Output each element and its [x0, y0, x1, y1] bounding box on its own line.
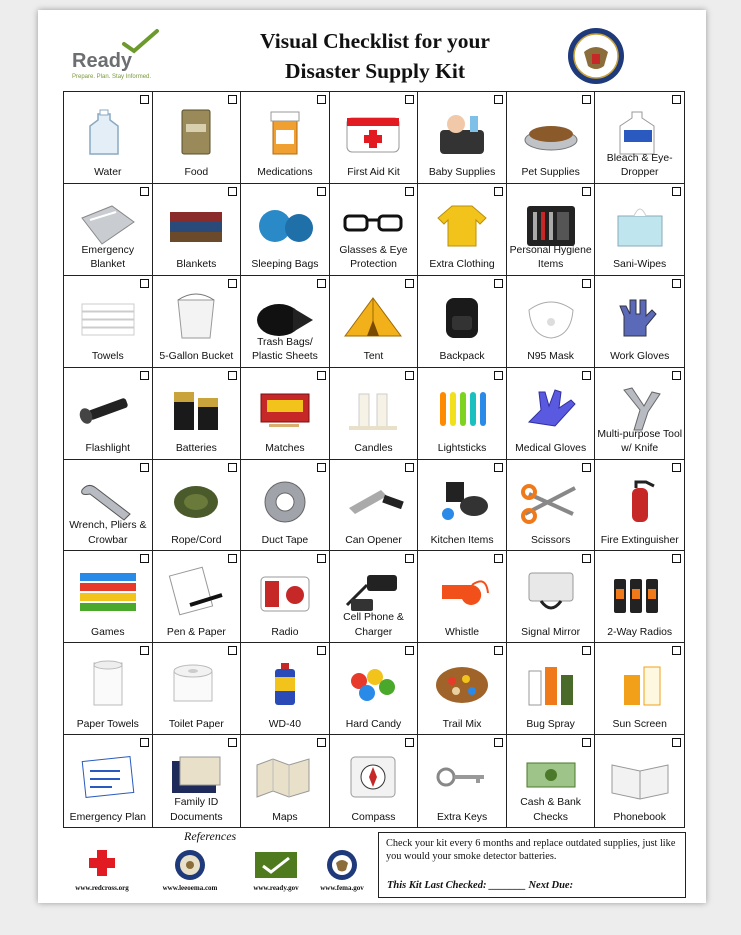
- checklist-item-water: [64, 92, 153, 184]
- item-label: Extra Keys: [436, 811, 488, 823]
- flashlight-icon: [72, 382, 144, 434]
- reference-fema: [302, 848, 382, 896]
- item-label: Maps: [272, 811, 298, 823]
- candles-icon: [337, 382, 409, 434]
- item-label: Trail Mix: [442, 718, 482, 730]
- checklist-item-duct-tape: [241, 460, 330, 552]
- checklist-item-sleeping-bags: [241, 184, 330, 276]
- checklist-item-extra-clothing: [418, 184, 507, 276]
- note-text: Check your kit every 6 months and replace outdated supplies, just like you would your smoke detector batteries.: [386, 838, 676, 862]
- bleach-bottle-icon: [604, 106, 676, 158]
- item-label: Matches: [265, 443, 305, 454]
- checkbox[interactable]: [405, 554, 414, 563]
- water-jug-icon: [72, 106, 144, 158]
- item-label: Food: [184, 167, 209, 179]
- checkbox[interactable]: [582, 463, 591, 472]
- checklist-item-candles: [330, 368, 419, 460]
- checkbox[interactable]: [228, 279, 237, 288]
- item-label: Backpack: [439, 351, 485, 363]
- medical-glove-icon: [515, 382, 587, 434]
- item-label: Phonebook: [613, 811, 666, 823]
- checklist-item-pen-paper: [153, 551, 242, 643]
- checkbox[interactable]: [494, 95, 503, 104]
- paper-towels-icon: [72, 657, 144, 709]
- checkbox[interactable]: [228, 371, 237, 380]
- checkbox[interactable]: [140, 738, 149, 747]
- item-label: 5-Gallon Bucket: [159, 351, 234, 363]
- item-label: Scissors: [531, 534, 571, 546]
- checklist-item-medical-gloves: [507, 368, 596, 460]
- pill-bottle-icon: [249, 106, 321, 158]
- checklist-item-batteries: [153, 368, 242, 460]
- scissors-icon: [515, 474, 587, 526]
- checkbox[interactable]: [405, 95, 414, 104]
- keys-icon: [426, 749, 498, 801]
- checkbox[interactable]: [140, 279, 149, 288]
- backpack-icon: [426, 290, 498, 342]
- blankets-icon: [160, 198, 232, 250]
- checkbox[interactable]: [672, 279, 681, 288]
- checkbox[interactable]: [672, 371, 681, 380]
- item-label: Compass: [351, 811, 396, 823]
- wipes-icon: [604, 198, 676, 250]
- checkbox[interactable]: [140, 371, 149, 380]
- sleeping-bag-icon: [249, 198, 321, 250]
- checkbox[interactable]: [317, 371, 326, 380]
- item-label: Whistle: [445, 626, 480, 638]
- checkbox[interactable]: [317, 554, 326, 563]
- checkbox[interactable]: [228, 646, 237, 655]
- checkbox[interactable]: [494, 738, 503, 747]
- item-label: Can Opener: [345, 534, 402, 546]
- checklist-item-5-gallon-bucket: [153, 276, 242, 368]
- map-icon: [249, 749, 321, 801]
- reference-url: www.fema.gov: [320, 884, 364, 892]
- checkbox[interactable]: [228, 463, 237, 472]
- title-line-1: Visual Checklist for your: [260, 29, 490, 53]
- checklist-item-baby-supplies: [418, 92, 507, 184]
- checklist-item-towels: [64, 276, 153, 368]
- county-seal-icon: [172, 848, 208, 882]
- red-cross-logo-icon: [82, 848, 122, 882]
- games-icon: [72, 565, 144, 617]
- emergency-plan-icon: [72, 749, 144, 801]
- reference-url: www.leeoema.com: [162, 884, 218, 892]
- checklist-item-whistle: [418, 551, 507, 643]
- checklist-item-cell-phone-charger: [330, 551, 419, 643]
- item-label: Pet Supplies: [521, 167, 580, 179]
- reference-redcross: [62, 848, 142, 896]
- checklist-item-bleach-eye-dropper: [595, 92, 684, 184]
- cash-icon: [515, 749, 587, 801]
- checklist-item-sun-screen: [595, 643, 684, 735]
- item-label: Bleach & Eye-Dropper: [606, 152, 673, 179]
- kit-check-note: [378, 832, 686, 898]
- item-label: Duct Tape: [261, 534, 309, 546]
- batteries-icon: [160, 382, 232, 434]
- fema-seal-icon: [566, 26, 626, 86]
- checkbox[interactable]: [582, 738, 591, 747]
- checkbox[interactable]: [494, 646, 503, 655]
- checkbox[interactable]: [317, 95, 326, 104]
- baby-supplies-icon: [426, 106, 498, 158]
- references-title: References: [184, 829, 237, 843]
- checkbox[interactable]: [405, 463, 414, 472]
- checklist-item-matches: [241, 368, 330, 460]
- checkbox[interactable]: [140, 554, 149, 563]
- item-label: Emergency Blanket: [81, 244, 135, 271]
- item-label: Extra Clothing: [429, 259, 495, 271]
- item-label: Toilet Paper: [168, 718, 224, 730]
- matches-icon: [249, 382, 321, 434]
- item-label: Pen & Paper: [166, 626, 226, 638]
- item-label: Bug Spray: [526, 718, 575, 730]
- wrench-icon: [72, 474, 144, 526]
- item-label: Tent: [363, 351, 384, 363]
- id-documents-icon: [160, 749, 232, 801]
- radio-icon: [249, 565, 321, 617]
- item-label: First Aid Kit: [347, 167, 400, 179]
- checkbox[interactable]: [672, 738, 681, 747]
- checklist-item-lightsticks: [418, 368, 507, 460]
- item-label: WD-40: [268, 718, 302, 730]
- trash-bag-icon: [249, 290, 321, 342]
- ready-logo-tagline: Prepare. Plan. Stay Informed.: [72, 74, 152, 80]
- reference-url: www.redcross.org: [75, 884, 129, 892]
- checklist-item-pet-supplies: [507, 92, 596, 184]
- walkie-talkie-icon: [604, 565, 676, 617]
- item-label: N95 Mask: [527, 351, 575, 363]
- item-label: Emergency Plan: [69, 811, 146, 823]
- checklist-item-work-gloves: [595, 276, 684, 368]
- food-pouch-icon: [160, 106, 232, 158]
- item-label: Radio: [271, 626, 299, 638]
- checklist-item-first-aid-kit: [330, 92, 419, 184]
- item-label: Towels: [91, 351, 124, 363]
- item-label: Candles: [354, 443, 393, 454]
- last-checked-line: This Kit Last Checked: _______ Next Due:: [387, 880, 574, 891]
- item-label: Sani-Wipes: [613, 259, 667, 271]
- item-label: Sun Screen: [612, 718, 667, 730]
- item-label: Baby Supplies: [428, 167, 496, 179]
- compass-icon: [337, 749, 409, 801]
- checkbox[interactable]: [672, 463, 681, 472]
- item-label: Glasses & Eye Protection: [339, 244, 408, 271]
- item-label: Medications: [257, 167, 313, 179]
- checklist-item-cash-bank-checks: [507, 735, 596, 827]
- checklist-item-glasses-eye-protection: [330, 184, 419, 276]
- raincoat-icon: [426, 198, 498, 250]
- item-label: Cell Phone & Charger: [343, 612, 404, 638]
- checkbox[interactable]: [317, 646, 326, 655]
- checklist-item-scissors: [507, 460, 596, 552]
- checkbox[interactable]: [405, 187, 414, 196]
- phonebook-icon: [604, 749, 676, 801]
- ready-logo-icon: [251, 848, 301, 882]
- item-label: Games: [91, 626, 125, 638]
- pet-food-bowl-icon: [515, 106, 587, 158]
- item-label: Paper Towels: [76, 718, 139, 730]
- checkbox[interactable]: [494, 279, 503, 288]
- checklist-item-emergency-blanket: [64, 184, 153, 276]
- checkbox[interactable]: [140, 95, 149, 104]
- ready-logo-word: Ready: [72, 50, 133, 72]
- checklist-item-paper-towels: [64, 643, 153, 735]
- bug-spray-icon: [515, 657, 587, 709]
- checklist-item-kitchen-items: [418, 460, 507, 552]
- checklist-item-can-opener: [330, 460, 419, 552]
- item-label: Fire Extinguisher: [600, 534, 679, 546]
- checkbox[interactable]: [494, 371, 503, 380]
- checkbox[interactable]: [317, 279, 326, 288]
- checklist-item-medications: [241, 92, 330, 184]
- checkbox[interactable]: [228, 554, 237, 563]
- checkbox[interactable]: [140, 187, 149, 196]
- checklist-item-fire-extinguisher: [595, 460, 684, 552]
- page-title: [210, 26, 540, 86]
- checklist-item-signal-mirror: [507, 551, 596, 643]
- work-gloves-icon: [604, 290, 676, 342]
- checklist-item-maps: [241, 735, 330, 827]
- item-label: Flashlight: [85, 443, 131, 454]
- item-label: Lightsticks: [437, 443, 487, 454]
- checkbox[interactable]: [582, 187, 591, 196]
- item-label: Medical Gloves: [515, 443, 587, 454]
- checkbox[interactable]: [672, 95, 681, 104]
- checklist-item-trail-mix: [418, 643, 507, 735]
- reference-leeoema: [150, 848, 230, 896]
- item-label: Cash & Bank Checks: [520, 797, 581, 823]
- checkbox[interactable]: [582, 554, 591, 563]
- fire-extinguisher-icon: [604, 474, 676, 526]
- item-label: 2-Way Radios: [607, 626, 673, 638]
- item-label: Trash Bags/ Plastic Sheets: [252, 336, 318, 363]
- trail-mix-icon: [426, 657, 498, 709]
- checklist-item-backpack: [418, 276, 507, 368]
- ready-logo: [70, 28, 200, 86]
- item-label: Multi-purpose Tool w/ Knife: [597, 428, 683, 454]
- kitchen-items-icon: [426, 474, 498, 526]
- toilet-paper-icon: [160, 657, 232, 709]
- checklist-item-flashlight: [64, 368, 153, 460]
- signal-mirror-icon: [515, 565, 587, 617]
- item-label: Personal Hygiene Items: [509, 244, 592, 271]
- hygiene-kit-icon: [515, 198, 587, 250]
- checkbox[interactable]: [672, 646, 681, 655]
- lightsticks-icon: [426, 382, 498, 434]
- supply-checklist-grid: [63, 91, 685, 828]
- item-label: Sleeping Bags: [251, 259, 319, 271]
- tent-icon: [337, 290, 409, 342]
- cell-phone-icon: [337, 565, 409, 617]
- checkbox[interactable]: [582, 646, 591, 655]
- item-label: Blankets: [176, 259, 217, 271]
- checkbox[interactable]: [405, 738, 414, 747]
- checklist-item-bug-spray: [507, 643, 596, 735]
- rope-icon: [160, 474, 232, 526]
- whistle-icon: [426, 565, 498, 617]
- title-line-2: Disaster Supply Kit: [285, 59, 465, 83]
- checklist-item-trash-bags-plastic-sheets: [241, 276, 330, 368]
- checkbox[interactable]: [228, 187, 237, 196]
- checkbox[interactable]: [140, 463, 149, 472]
- checklist-item-wd-40: [241, 643, 330, 735]
- mask-icon: [515, 290, 587, 342]
- first-aid-kit-icon: [337, 106, 409, 158]
- checkbox[interactable]: [317, 187, 326, 196]
- checklist-item-toilet-paper: [153, 643, 242, 735]
- checkbox[interactable]: [582, 95, 591, 104]
- checklist-item-personal-hygiene-items: [507, 184, 596, 276]
- checkbox[interactable]: [405, 279, 414, 288]
- item-label: Wrench, Pliers & Crowbar: [69, 520, 147, 546]
- item-label: Family ID Documents: [170, 797, 223, 823]
- item-label: Hard Candy: [345, 718, 402, 730]
- pen-paper-icon: [160, 565, 232, 617]
- glasses-icon: [337, 198, 409, 250]
- item-label: Rope/Cord: [171, 534, 222, 546]
- bucket-icon: [160, 290, 232, 342]
- item-label: Signal Mirror: [521, 626, 581, 638]
- item-label: Water: [94, 167, 122, 179]
- checkbox[interactable]: [582, 279, 591, 288]
- checkbox[interactable]: [672, 554, 681, 563]
- checkbox[interactable]: [582, 371, 591, 380]
- duct-tape-icon: [249, 474, 321, 526]
- checkbox[interactable]: [405, 371, 414, 380]
- checklist-item-food: [153, 92, 242, 184]
- checklist-item-family-id-documents: [153, 735, 242, 827]
- sunscreen-icon: [604, 657, 676, 709]
- checkbox[interactable]: [405, 646, 414, 655]
- candy-icon: [337, 657, 409, 709]
- checklist-item-games: [64, 551, 153, 643]
- item-label: Kitchen Items: [430, 534, 494, 546]
- checklist-item-radio: [241, 551, 330, 643]
- emergency-blanket-icon: [72, 198, 144, 250]
- checkbox[interactable]: [228, 95, 237, 104]
- spray-can-icon: [249, 657, 321, 709]
- checklist-item-compass: [330, 735, 419, 827]
- can-opener-icon: [337, 474, 409, 526]
- checklist-item-hard-candy: [330, 643, 419, 735]
- checklist-item-n95-mask: [507, 276, 596, 368]
- checklist-item-emergency-plan: [64, 735, 153, 827]
- checkbox[interactable]: [494, 187, 503, 196]
- checklist-item-multi-purpose-tool-w-knife: [595, 368, 684, 460]
- checklist-item-2-way-radios: [595, 551, 684, 643]
- checkbox[interactable]: [228, 738, 237, 747]
- checkbox[interactable]: [140, 646, 149, 655]
- checklist-item-rope-cord: [153, 460, 242, 552]
- checkbox[interactable]: [317, 463, 326, 472]
- item-label: Batteries: [175, 443, 217, 454]
- checkbox[interactable]: [317, 738, 326, 747]
- checklist-item-tent: [330, 276, 419, 368]
- item-label: Work Gloves: [610, 351, 670, 363]
- towels-icon: [72, 290, 144, 342]
- checklist-item-phonebook: [595, 735, 684, 827]
- multitool-icon: [604, 382, 676, 434]
- checklist-item-wrench-pliers-crowbar: [64, 460, 153, 552]
- checklist-item-sani-wipes: [595, 184, 684, 276]
- checklist-item-blankets: [153, 184, 242, 276]
- checkbox[interactable]: [494, 463, 503, 472]
- checklist-item-extra-keys: [418, 735, 507, 827]
- checkbox[interactable]: [494, 554, 503, 563]
- reference-url: www.ready.gov: [253, 884, 299, 892]
- checkbox[interactable]: [672, 187, 681, 196]
- fema-seal-icon: [324, 848, 360, 882]
